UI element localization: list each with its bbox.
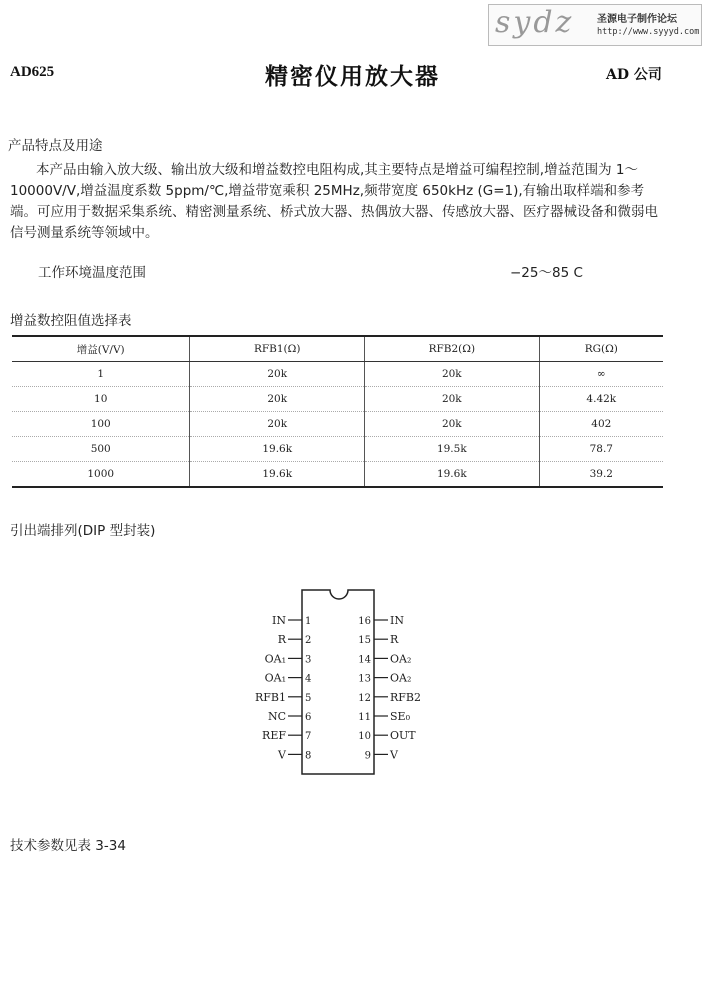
table-row: [12, 462, 663, 488]
table-cell: 4.42k: [539, 387, 663, 412]
column-header-gain: 增益(V/V): [12, 336, 190, 362]
pin-number: 7: [305, 731, 312, 743]
pin-number: 15: [358, 635, 371, 647]
table-cell: 20k: [365, 387, 540, 412]
pin-number: 11: [358, 712, 371, 723]
pin-label: R: [390, 633, 399, 647]
pin-label: SE₀: [390, 710, 410, 723]
pin-label: OA₁: [264, 671, 286, 685]
pin-number: 9: [364, 750, 371, 762]
table-cell: 78.7: [539, 437, 663, 462]
table-header-row: [12, 336, 663, 362]
page-title: 精密仪用放大器: [265, 64, 440, 90]
temperature-label: 工作环境温度范围: [38, 265, 146, 281]
table-cell: 19.6k: [190, 437, 365, 462]
table-cell: 19.6k: [365, 462, 540, 488]
table-cell: 402: [539, 412, 663, 437]
pin-label: OUT: [390, 729, 416, 743]
company-name: AD 公司: [606, 67, 662, 83]
pin-number: 14: [358, 654, 371, 666]
table-cell: 39.2: [539, 462, 663, 488]
table-cell: 20k: [190, 412, 365, 437]
pin-number: 5: [305, 692, 312, 704]
gain-table-heading: 增益数控阻值选择表: [10, 313, 132, 329]
pin-label: R: [277, 633, 286, 647]
pin-number: 6: [305, 712, 312, 723]
table-cell: 19.5k: [365, 437, 540, 462]
table-cell: 10: [12, 387, 190, 412]
table-cell: 1000: [12, 462, 190, 488]
pin-label: OA₂: [390, 671, 412, 685]
table-cell: ∞: [539, 362, 663, 387]
gain-table: [12, 335, 663, 488]
table-cell: 1: [12, 362, 190, 387]
dip-package-diagram: [240, 588, 480, 778]
pin-number: 1: [305, 616, 312, 627]
pin-label: IN: [272, 614, 286, 627]
column-header-rfb1: RFB1(Ω): [190, 336, 365, 362]
features-paragraph: 本产品由输入放大级、输出放大级和增益数控电阻构成,其主要特点是增益可编程控制,增益范围为 1～10000V/V,增益温度系数 5ppm/℃,增益带宽乘积 25MHz,频带宽度 650kHz (G=1),有输出取样端和参考端。可应用于数据采集系统、精密测量系统、桥式放大器、热偶放大器、传感放大器、医疗器械设备和微弱电信号测量系统等领域中。: [10, 162, 658, 241]
temperature-value: −25～85 C: [510, 265, 583, 281]
pin-label: V: [278, 748, 286, 762]
watermark-url: http://www.syyyd.com: [597, 27, 700, 37]
table-cell: 100: [12, 412, 190, 437]
table-row: [12, 362, 663, 387]
features-heading: 产品特点及用途: [8, 138, 103, 154]
pin-label: RFB2: [390, 690, 421, 704]
table-row: [12, 387, 663, 412]
watermark: [488, 4, 702, 46]
pin-number: 16: [358, 616, 371, 627]
pin-number: 4: [305, 673, 312, 685]
pin-label: IN: [390, 614, 404, 627]
pin-label: REF: [262, 729, 286, 743]
pin-number: 3: [305, 654, 312, 666]
column-header-rfb2: RFB2(Ω): [365, 336, 540, 362]
pin-label: OA₁: [264, 652, 286, 666]
spec-reference-note: 技术参数见表 3-34: [10, 838, 126, 854]
pinout-heading: 引出端排列(DIP 型封装): [10, 523, 156, 539]
table-cell: 20k: [365, 412, 540, 437]
pin-label: V: [390, 748, 398, 762]
model-number: AD625: [10, 64, 55, 80]
watermark-site-name: 圣源电子制作论坛: [597, 14, 677, 25]
pin-label: NC: [267, 710, 286, 723]
table-row: [12, 437, 663, 462]
pin-number: 8: [305, 750, 312, 762]
column-header-rg: RG(Ω): [539, 336, 663, 362]
table-cell: 19.6k: [190, 462, 365, 488]
table-cell: 20k: [190, 362, 365, 387]
table-cell: 20k: [365, 362, 540, 387]
pin-number: 10: [358, 731, 371, 743]
pin-number: 12: [358, 692, 371, 704]
pin-label: RFB1: [255, 690, 286, 704]
table-cell: 20k: [190, 387, 365, 412]
table-row: [12, 412, 663, 437]
pin-label: OA₂: [390, 652, 412, 666]
pin-number: 2: [305, 635, 312, 647]
table-cell: 500: [12, 437, 190, 462]
pin-number: 13: [358, 673, 371, 685]
watermark-logo: sydz: [495, 5, 575, 40]
